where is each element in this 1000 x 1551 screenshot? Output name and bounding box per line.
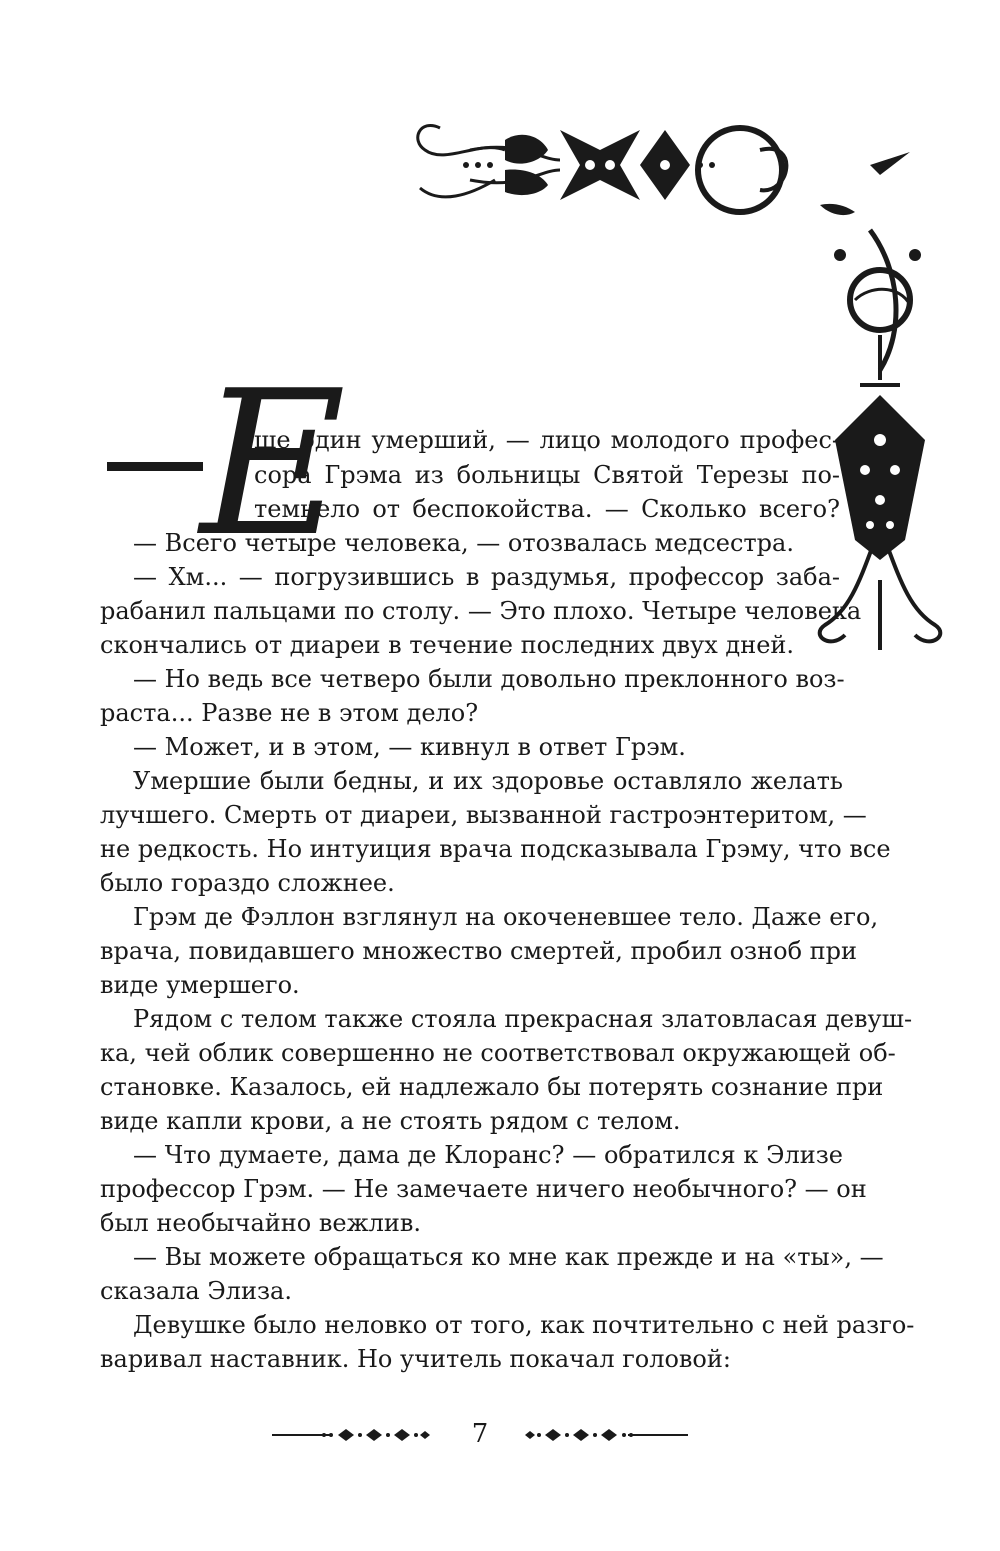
text-line: рабанил пальцами по столу. — Это плохо. Четыре человека [100,597,862,625]
text-line: — Вы можете обращаться ко мне как прежде и на «ты», — [133,1243,884,1271]
text-line: был необычайно вежлив. [100,1209,422,1237]
text-line: Грэм де Фэллон взглянул на окоченевшее тело. Даже его, [133,903,879,931]
text-line: было гораздо сложнее. [100,869,395,897]
footer-ornament-left-icon [320,1426,430,1444]
text-line: виде умершего. [100,971,300,999]
page-number: 7 [471,1419,489,1449]
drop-cap-letter: Е [200,348,346,581]
text-line: Девушке было неловко от того, как почтительно с ней разго- [133,1311,915,1339]
text-line: виде капли крови, а не стоять рядом с телом. [100,1107,681,1135]
text-line: ка, чей облик совершенно не соответствовал окружающей об- [100,1039,896,1067]
text-line: скончались от диареи в течение последних двух дней. [100,631,795,659]
text-line: Умершие были бедны, и их здоровье оставляло желать [133,767,843,795]
footer-rule-right [628,1434,688,1436]
text-line: лучшего. Смерть от диареи, вызванной гастроэнтеритом, — [100,801,867,829]
text-line: — Хм... — погрузившись в раздумья, профессор заба- [133,563,840,591]
text-line: профессор Грэм. — Не замечаете ничего необычного? — он [100,1175,867,1203]
text-line: не редкость. Но интуиция врача подсказывала Грэму, что все [100,835,891,863]
text-line: — Что думаете, дама де Клоранс? — обратился к Элизе [133,1141,843,1169]
text-line: — Всего четыре человека, — отозвалась медсестра. [133,529,794,557]
text-line: Рядом с телом также стояла прекрасная златовласая девуш- [133,1005,913,1033]
text-line: темнело от беспокойства. — Сколько всего? [254,495,840,523]
text-line: сказала Элиза. [100,1277,292,1305]
text-line: — Может, и в этом, — кивнул в ответ Грэм. [133,733,686,761]
drop-cap-dash [107,462,203,471]
text-line: ще один умерший, — лицо молодого профес- [254,426,840,454]
corner-ornament-icon [0,0,1000,700]
text-line: сора Грэма из больницы Святой Терезы по- [254,461,840,489]
footer-ornament-right-icon [525,1426,635,1444]
text-line: раста... Разве не в этом дело? [100,699,479,727]
text-line: варивал наставник. Но учитель покачал головой: [100,1345,731,1373]
text-line: становке. Казалось, ей надлежало бы потерять сознание при [100,1073,884,1101]
text-line: — Но ведь все четверо были довольно преклонного воз- [133,665,845,693]
text-line: врача, повидавшего множество смертей, пробил озноб при [100,937,857,965]
